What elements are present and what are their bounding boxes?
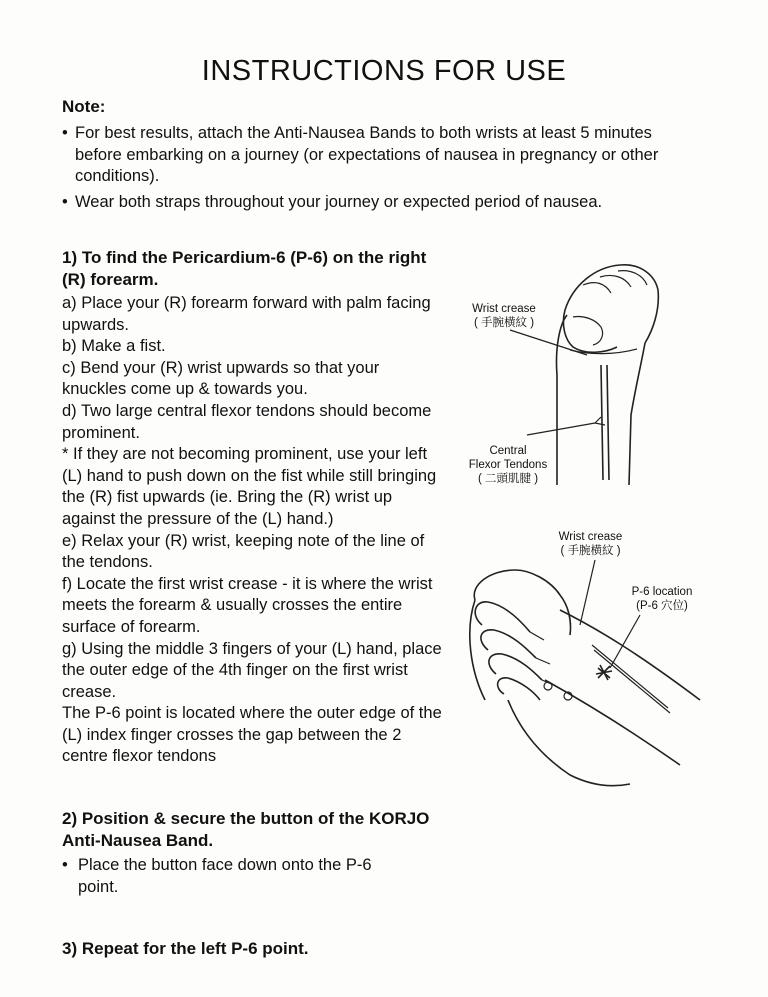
page-title: INSTRUCTIONS FOR USE xyxy=(201,55,567,87)
section1-heading-line1: 1) To find the Pericardium-6 (P-6) on the right xyxy=(62,248,427,267)
section2-bullet-text: Place the button face down onto the P-6 point. xyxy=(78,856,372,896)
bullet-dot: • xyxy=(62,193,68,211)
step-c: c) Bend your (R) wrist upwards so that your knuckles come up & towards you. xyxy=(62,358,380,399)
fig2-wrist-crease-cn: ( 手腕横紋 ) xyxy=(560,545,621,557)
fig2-p6-label xyxy=(622,585,702,613)
bullet-dot: • xyxy=(62,856,68,874)
section2-heading-line1: 2) Position & secure the button of the KORJO xyxy=(62,809,430,828)
step-p6-point: The P-6 point is located where the outer edge of the (L) index finger crosses the gap between the 2 centre flexor tendons xyxy=(62,704,442,766)
section2-bullet xyxy=(62,855,412,898)
step-e: e) Relax your (R) wrist, keeping note of the line of the tendons. xyxy=(62,531,425,572)
step-d: d) Two large central flexor tendons should become prominent. xyxy=(62,401,432,442)
section3-heading: 3) Repeat for the left P-6 point. xyxy=(62,939,309,958)
note-bullet-text: Wear both straps throughout your journey or expected period of nausea. xyxy=(75,193,603,211)
fig1-tendons-text1: Central xyxy=(489,445,527,457)
section1-heading-line2: (R) forearm. xyxy=(62,270,159,289)
fig2-wrist-crease-label xyxy=(548,530,633,558)
fig1-wrist-crease-cn: ( 手腕横紋 ) xyxy=(473,317,535,329)
fig1-wrist-crease-label xyxy=(463,302,545,330)
fig2-wrist-crease-text: Wrist crease xyxy=(558,531,623,543)
step-a: a) Place your (R) forearm forward with palm facing upwards. xyxy=(62,294,431,334)
fingers-illustration xyxy=(460,540,710,790)
section2-heading-line2: Anti-Nausea Band. xyxy=(62,831,214,850)
note-bullet xyxy=(62,123,702,188)
section1-steps xyxy=(62,293,447,768)
note-bullet-text: For best results, attach the Anti-Nausea Bands to both wrists at least 5 minutes before embarking on a journey (or expectations of nausea in pregnancy or other conditions). xyxy=(75,124,659,185)
step-f: f) Locate the first wrist crease - it is where the wrist meets the forearm & usually crosses the entire surface of forearm. xyxy=(62,574,433,636)
fig1-tendons-cn: ( 二頭肌腱 ) xyxy=(477,473,539,485)
bullet-dot: • xyxy=(62,124,68,142)
fig2-p6-text2: (P-6 穴位) xyxy=(636,600,688,612)
fig1-tendons-text2: Flexor Tendons xyxy=(468,459,548,471)
fig2-p6-text1: P-6 location xyxy=(631,586,693,598)
note-label: Note: xyxy=(62,97,106,116)
step-b: b) Make a fist. xyxy=(62,337,166,356)
fig1-wrist-crease-text: Wrist crease xyxy=(472,303,536,315)
step-g: g) Using the middle 3 fingers of your (L) hand, place the outer edge of the 4th finger on the first wrist crease. xyxy=(62,639,442,701)
fig1-tendons-label xyxy=(458,444,558,486)
note-bullet xyxy=(62,192,702,214)
step-note: * If they are not becoming prominent, use your left (L) hand to push down on the fist while still bringing the (R) fist upwards (ie. Bring the (R) wrist up against the pressure of the (L) hand.) xyxy=(62,445,437,528)
